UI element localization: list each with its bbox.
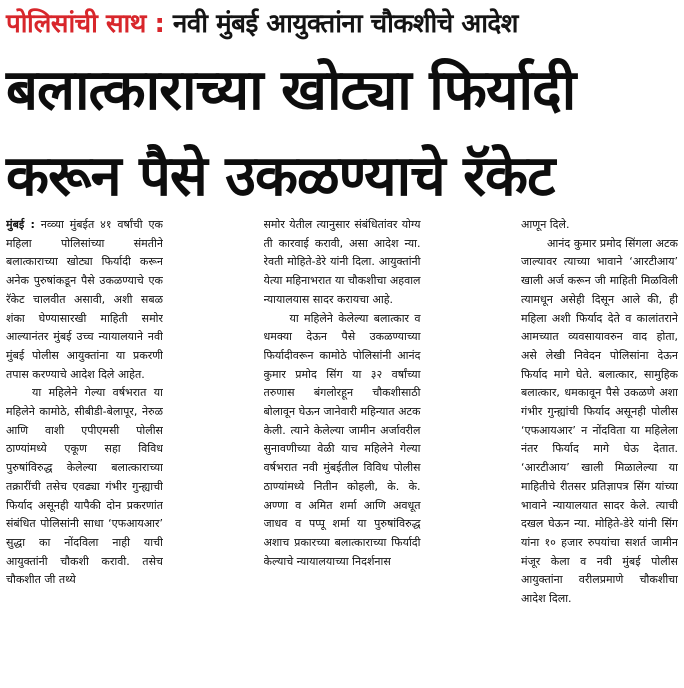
kicker-text: नवी मुंबई आयुक्तांना चौकशीचे आदेश [172, 9, 518, 39]
article-column-1 [6, 216, 163, 684]
article-body [6, 216, 678, 684]
paragraph-text: नव्व्या मुंबईत ४१ वर्षांची एक महिला पोलिसांच्या संमतीने बलात्काराच्या खोट्या फिर्यादी करून अनेक पुरुषांकडून पैसे उकळण्याचे एक रॅकेट चालवीत असावी, अशी सबळ शंका घेण्यासारखी माहिती समोर आल्यानंतर मुंबई उच्च न्यायालयाने नवी मुंबई पोलीस आयुक्तांना या प्रकरणी तपास करण्याचे आदेश दिले आहेत. [6, 218, 163, 381]
dateline: मुंबई : [6, 218, 35, 231]
kicker-label: पोलिसांची साथ : [6, 9, 165, 39]
article-paragraph: या महिलेने केलेल्या बलात्कार व धमक्या देऊन पैसे उकळण्याच्या फिर्यादीवरून कामोठे पोलिसांनी आनंद कुमार प्रमोद सिंग या ३२ वर्षांच्या तरुणास बंगलोरहून चौकशीसाठी बोलावून घेऊन जानेवारी महिन्यात अटक केली. त्याने केलेल्या जामीन अर्जावरील सुनावणीच्या वेळी याच महिलेने गेल्या वर्षभरात नवी मुंबईतील विविध पोलीस ठाण्यांमध्ये नितीन कोहली, के. के. अण्णा व अमित शर्मा आणि अवधूत जाधव व पप्पू शर्मा या पुरुषांविरुद्ध अशाच प्रकारच्या बलात्काराच्या फिर्यादी केल्याचे न्यायालयाच्या निदर्शनास [263, 311, 421, 568]
kicker-line [6, 4, 678, 44]
article-paragraph: समोर येतील त्यानुसार संबंधितांवर योग्य ती कारवाई करावी, असा आदेश न्या. रेवती मोहिते-डेरे यांनी दिला. आयुक्तांनी येत्या महिनाभरात या चौकशीचा अहवाल न्यायालयास सादर करायचा आहे. [263, 218, 421, 306]
article-paragraph: आनंद कुमार प्रमोद सिंगला अटक जाल्यावर त्याच्या भावाने ‘आरटीआय’ खाली अर्ज करून जी माहिती मिळविली त्यामधून असेही दिसून आले की, ही महिला अशी फिर्याद देते व कालांतराने आमच्यात व्यवसायावरुन वाद होता, असे लेखी निवेदन पोलिसांना देऊन फिर्याद मागे घेते. बलात्कार, सामुहिक बलात्कार, धमकावून पैसे उकळणे अशा गंभीर गुन्ह्यांची फिर्याद असूनही पोलीस ‘एफआयआर’ न नोंदविता या महिलेला नंतर फिर्याद मागे घेऊ देतात. ‘आरटीआय’ खाली मिळालेल्या या माहितीचे रीतसर प्रतिज्ञापत्र सिंग यांच्या भावाने न्यायालयात सादर केले. त्याची दखल घेऊन न्या. मोहिते-डेरे यांनी सिंग यांना १० हजार रुपयांचा सशर्त जामीन मंजूर केला व नवी मुंबई पोलीस आयुक्तांना वरीलप्रमाणे चौकशीचा आदेश दिला. [521, 236, 678, 606]
article-column-3 [521, 216, 678, 684]
article-paragraph [6, 216, 163, 384]
article-column-2 [264, 216, 421, 684]
article-paragraph: या महिलेने गेल्या वर्षभरात या महिलेने कामोठे, सीबीडी-बेलापूर, नेरुळ आणि वाशी एपीएमसी पोलीस ठाण्यांमध्ये एकूण सहा विविध पुरुषांविरुद्ध केलेल्या बलात्काराच्या तक्रारींची तसेच एवढ्या गंभीर गुन्ह्याची फिर्याद असूनही यापैकी दोन प्रकरणांत संबंधित पोलिसांनी साधा ‘एफआयआर’ सुद्धा का नोंदविला नाही याची आयुक्तांनी चौकशी करावी. तसेच चौकशीत जी तथ्ये [6, 386, 163, 587]
article-paragraph: आणून दिले. [521, 218, 570, 231]
headline-line-1: बलात्काराच्या खोट्या फिर्यादी [6, 58, 576, 123]
headline-line-2: करून पैसे उकळण्याचे रॅकेट [6, 144, 555, 209]
